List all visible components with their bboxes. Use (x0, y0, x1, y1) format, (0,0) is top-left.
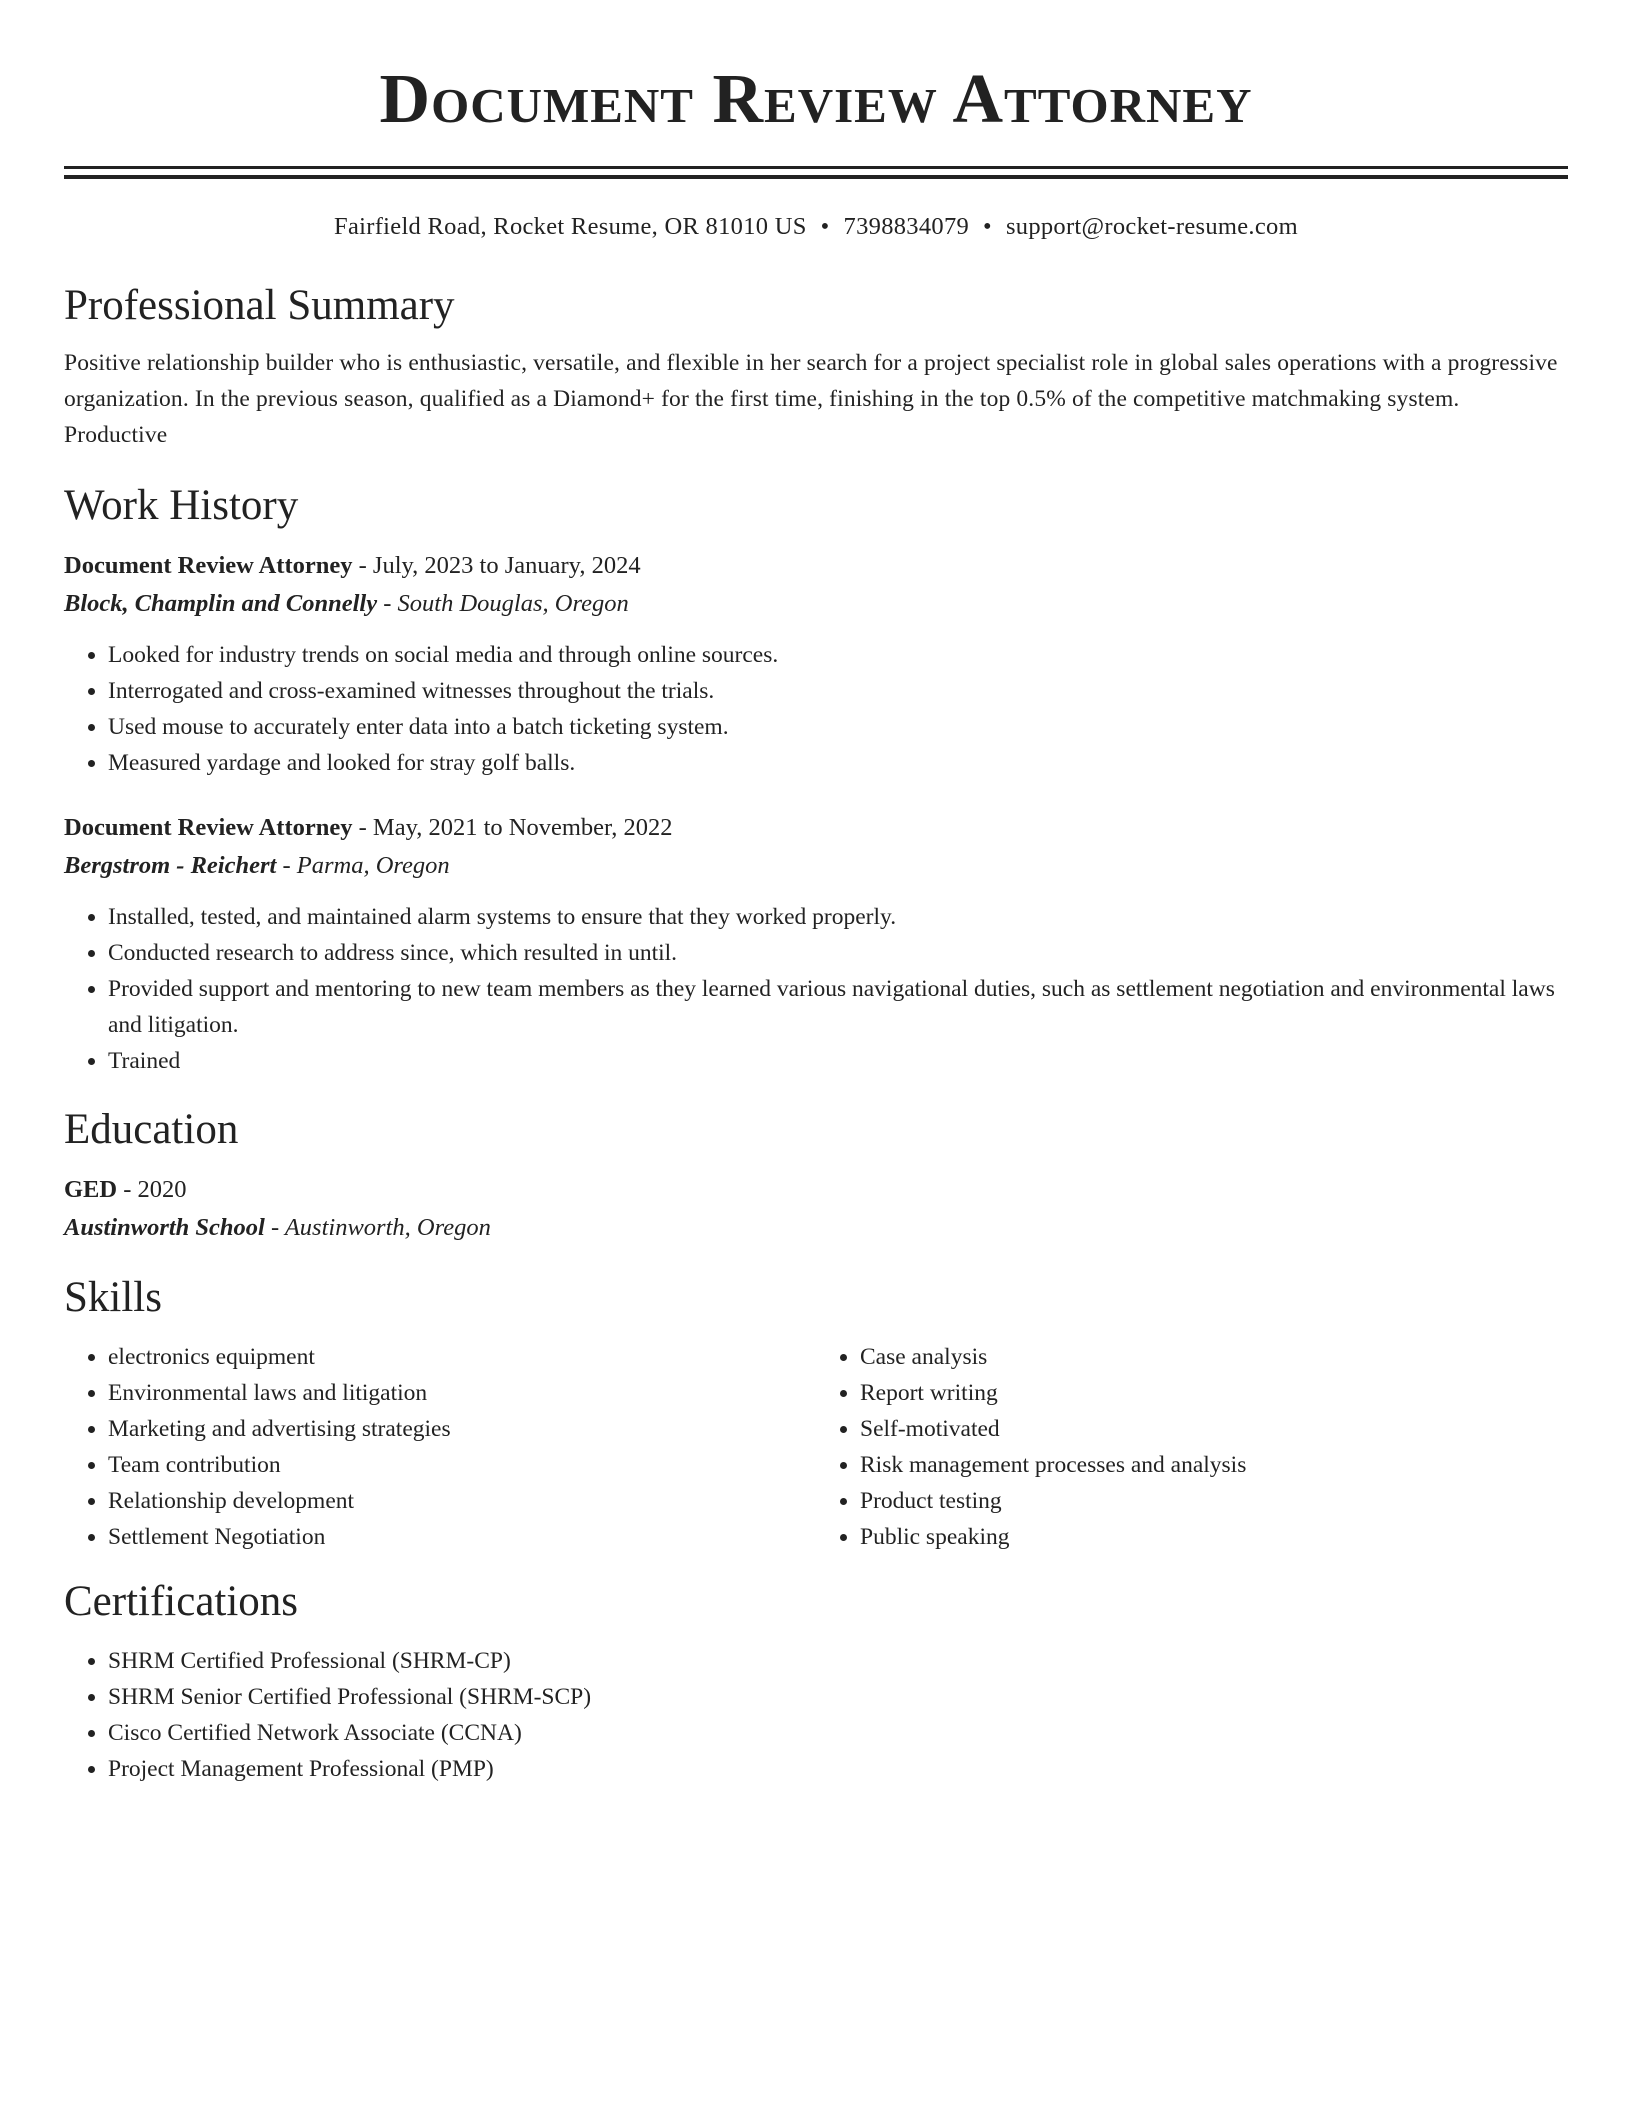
list-item: • electronics equipment (108, 1339, 816, 1375)
list-item: • Report writing (860, 1375, 1568, 1411)
title-divider-top (64, 166, 1568, 169)
contact-separator: • (820, 213, 830, 240)
education-year: - 2020 (117, 1176, 187, 1203)
certifications-list (64, 1643, 1568, 1787)
job-title: Document Review Attorney (64, 814, 353, 841)
job-duties (64, 637, 1568, 781)
list-item: • Cisco Certified Network Associate (CCNA) (108, 1715, 1568, 1751)
education-heading: Education (64, 1106, 239, 1153)
list-item: • Relationship development (108, 1483, 816, 1519)
list-item: • SHRM Senior Certified Professional (SHRM-SCP) (108, 1679, 1568, 1715)
contact-separator: • (983, 213, 992, 240)
job-dates: - July, 2023 to January, 2024 (352, 552, 641, 579)
job-company: Block, Champlin and Connelly (64, 590, 378, 617)
list-item: • Measured yardage and looked for stray golf balls. (108, 745, 1568, 781)
contact-line (64, 209, 1568, 245)
list-item: • Product testing (860, 1483, 1568, 1519)
job-duties (64, 899, 1568, 1079)
list-item: • Interrogated and cross-examined witnesses throughout the trials. (108, 673, 1568, 709)
skills-left-list (64, 1339, 816, 1555)
work-history-heading: Work History (64, 482, 299, 529)
list-item: • Used mouse to accurately enter data into a batch ticketing system. (108, 709, 1568, 745)
list-item: • SHRM Certified Professional (SHRM-CP) (108, 1643, 1568, 1679)
list-item: • Public speaking (860, 1519, 1568, 1555)
job-company-line (64, 585, 1568, 623)
title-divider-bottom (64, 175, 1568, 179)
contact-address: Fairfield Road, Rocket Resume, OR 81010 US (334, 213, 807, 240)
list-item: • Installed, tested, and maintained alarm systems to ensure that they worked properly. (108, 899, 1568, 935)
job-title-line (64, 809, 1568, 847)
contact-email: support@rocket-resume.com (1005, 213, 1298, 240)
education-location: - Austinworth, Oregon (264, 1214, 491, 1241)
skills-right-list (816, 1339, 1568, 1555)
resume-page (64, 0, 1568, 1787)
job-company: Bergstrom - Reichert (64, 852, 277, 879)
list-item: • Trained (108, 1043, 1568, 1079)
education-degree-line (64, 1171, 1568, 1209)
list-item: • Risk management processes and analysis (860, 1447, 1568, 1483)
education-school-line (64, 1209, 1568, 1247)
list-item: • Team contribution (108, 1447, 816, 1483)
job-company-line (64, 847, 1568, 885)
skills-heading: Skills (64, 1274, 162, 1321)
list-item: • Environmental laws and litigation (108, 1375, 816, 1411)
list-item: • Settlement Negotiation (108, 1519, 816, 1555)
list-item: • Marketing and advertising strategies (108, 1411, 816, 1447)
summary-heading: Professional Summary (64, 282, 455, 329)
education-degree: GED (64, 1176, 118, 1203)
summary-text: Positive relationship builder who is enthusiastic, versatile, and flexible in her search for a project specialist role in global sales operations with a progressive organization. In the previous season, qualified as a Diamond+ for the first time, finishing in the top 0.5% of the competitive matchmaking system. Productive (64, 350, 1558, 448)
list-item: • Looked for industry trends on social media and through online sources. (108, 637, 1568, 673)
list-item: • Provided support and mentoring to new team members as they learned various navigational duties, such as settlement negotiation and environmental laws and litigation. (108, 971, 1568, 1043)
certifications-heading: Certifications (64, 1578, 299, 1625)
job-location: - Parma, Oregon (276, 852, 450, 879)
job-title: Document Review Attorney (64, 552, 353, 579)
education-entry (64, 1171, 1568, 1247)
job-entry (64, 547, 1568, 781)
education-school: Austinworth School (64, 1214, 265, 1241)
contact-phone: 7398834079 (843, 213, 970, 240)
skills-columns (64, 1339, 1568, 1555)
list-item: • Conducted research to address since, which resulted in until. (108, 935, 1568, 971)
job-title-line (64, 547, 1568, 585)
list-item: • Project Management Professional (PMP) (108, 1751, 1568, 1787)
list-item: • Self-motivated (860, 1411, 1568, 1447)
list-item: • Case analysis (860, 1339, 1568, 1375)
resume-title: Document Review Attorney (379, 61, 1253, 138)
job-location: - South Douglas, Oregon (377, 590, 629, 617)
job-entry (64, 809, 1568, 1079)
job-dates: - May, 2021 to November, 2022 (352, 814, 673, 841)
